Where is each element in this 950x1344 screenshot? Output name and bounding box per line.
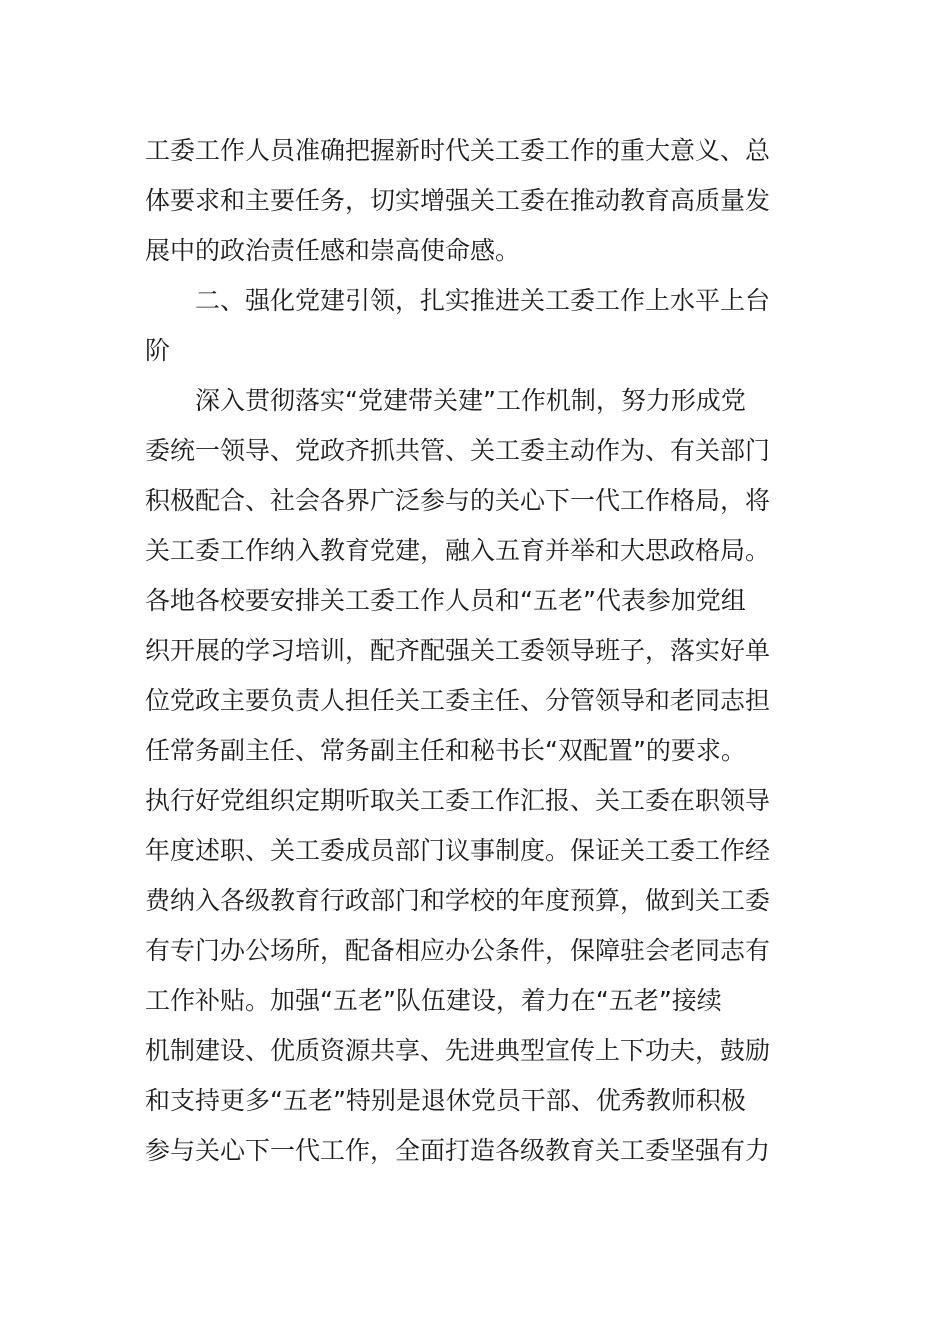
heading-line: 二、强化党建引领，扎实推进关工委工作上水平上台 — [195, 286, 771, 315]
text-line: 机制建设、优质资源共享、先进典型宣传上下功夫，鼓励 — [145, 1036, 771, 1065]
text-line: 有专门办公场所，配备相应办公条件，保障驻会老同志有 — [145, 936, 771, 965]
text-line: 执行好党组织定期听取关工委工作汇报、关工委在职领导 — [145, 786, 771, 815]
text-line: 织开展的学习培训，配齐配强关工委领导班子，落实好单 — [145, 636, 771, 665]
paragraph-continuation — [145, 126, 795, 276]
text-line: 年度述职、关工委成员部门议事制度。保证关工委工作经 — [145, 836, 771, 865]
paragraph-body — [145, 376, 795, 1176]
section-heading — [145, 276, 795, 376]
text-line: 工委工作人员准确把握新时代关工委工作的重大意义、总 — [145, 136, 771, 165]
text-line: 位党政主要负责人担任关工委主任、分管领导和老同志担 — [145, 686, 771, 715]
text-line: 积极配合、社会各界广泛参与的关心下一代工作格局，将 — [145, 486, 771, 515]
text-line: 工作补贴。加强“五老”队伍建设，着力在“五老”接续 — [145, 986, 722, 1015]
text-line: 深入贯彻落实“党建带关建”工作机制，努力形成党 — [195, 386, 746, 415]
text-line: 体要求和主要任务，切实增强关工委在推动教育高质量发 — [145, 186, 771, 215]
text-line: 展中的政治责任感和崇高使命感。 — [145, 236, 521, 265]
text-line: 费纳入各级教育行政部门和学校的年度预算，做到关工委 — [145, 886, 771, 915]
text-line: 和支持更多“五老”特别是退休党员干部、优秀教师积极 — [145, 1086, 746, 1115]
heading-line: 阶 — [145, 336, 171, 365]
document-body — [145, 126, 795, 1176]
text-line: 委统一领导、党政齐抓共管、关工委主动作为、有关部门 — [145, 436, 771, 465]
text-line: 各地各校要安排关工委工作人员和“五老”代表参加党组 — [145, 586, 746, 615]
text-line: 任常务副主任、常务副主任和秘书长“双配置”的要求。 — [145, 736, 746, 765]
text-line: 关工委工作纳入教育党建，融入五育并举和大思政格局。 — [145, 536, 771, 565]
text-line: 参与关心下一代工作，全面打造各级教育关工委坚强有力 — [145, 1136, 771, 1165]
